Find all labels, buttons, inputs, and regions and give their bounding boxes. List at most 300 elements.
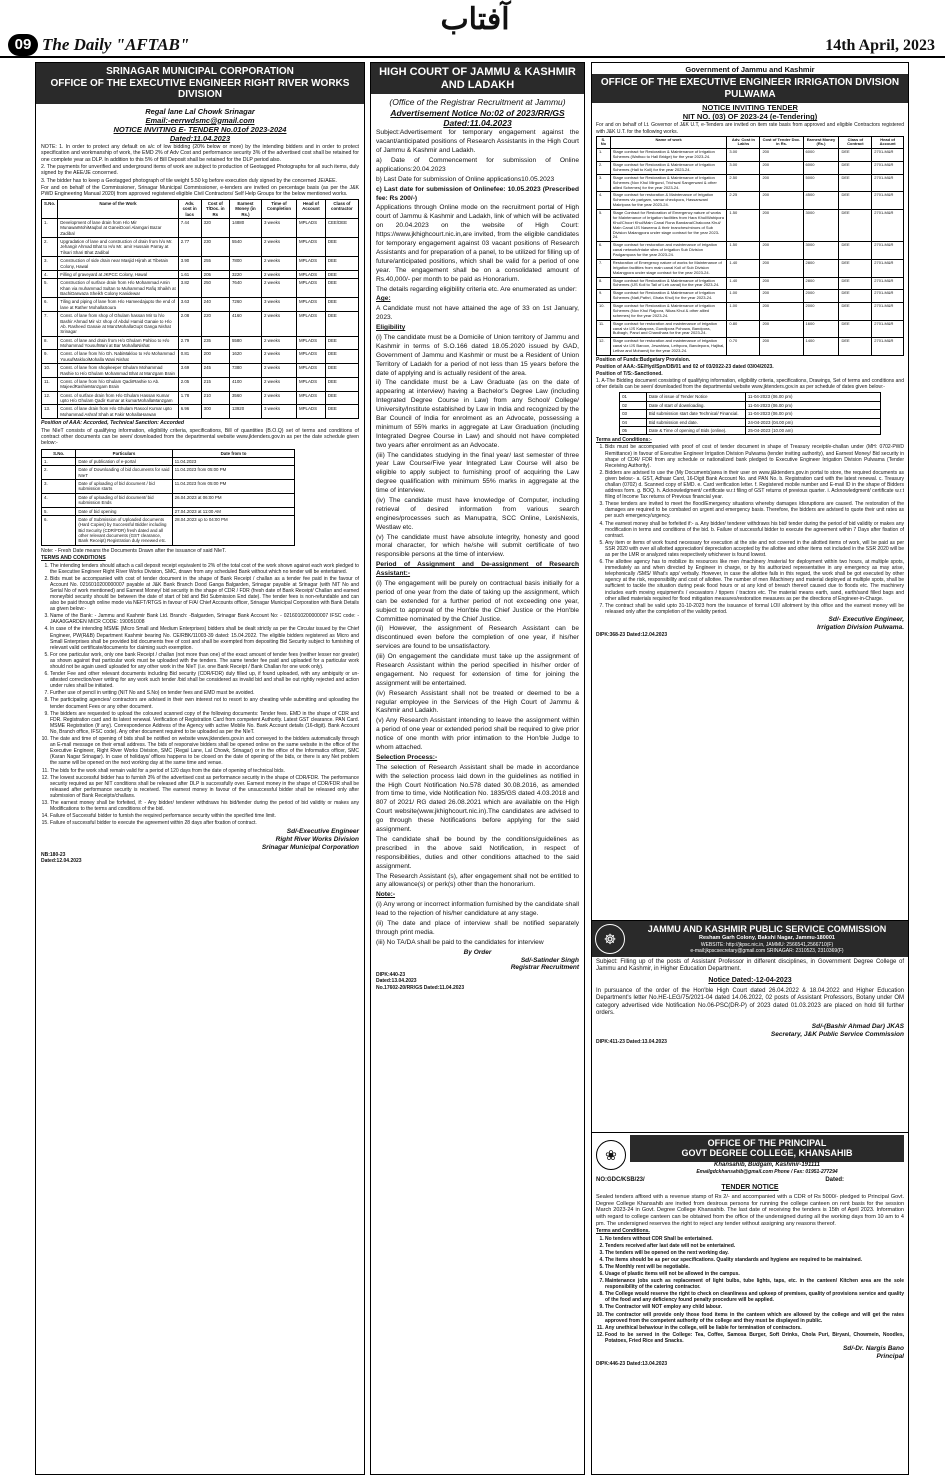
irr-table-cell: 1.50 (727, 242, 760, 260)
irr-table-row (597, 290, 904, 303)
irr-schedule-cell: 11-04-2023 (06.00 pm) (745, 393, 880, 401)
smc-table-cell: DEE (325, 350, 358, 364)
smc-table-cell: 2 weeks (261, 350, 296, 364)
smc-table-cell: Const. of lane drain from H/o Ghulam Rasool Kumar upto Mohammad Ashraf Shah at Fakir MohallaHarwan (58, 405, 178, 419)
smc-org: SRINAGAR MUNICIPAL CORPORATION (106, 66, 294, 77)
irr-signature (596, 616, 904, 632)
smc-schedule-cell: 11.04.2023 from 05:00 PM (172, 480, 295, 494)
smc-table-cell: 13920 (229, 405, 261, 419)
smc-table-cell: 230 (201, 238, 229, 257)
hc-age-title: Age: (376, 295, 391, 303)
gdc-terms-list (596, 1236, 904, 1345)
irr-schedule-row (620, 401, 881, 409)
smc-table-cell: Construction of side drain near Masjid Hijrah at Tibetain Colony, Hawal (58, 257, 178, 271)
smc-term-item: 6. Tender Fee and other relevant documents including Bid security (CDR/FDR) duly filled up, if found uploaded, with any ambiguity or un-attested correction/over writing for any work such tender /bid shall be considered as invalid bid and shall be out rightly rejected and action under rules shall be initiated. (50, 671, 359, 689)
smc-table-cell: 1.78 (178, 391, 201, 405)
hc-elig-3: (iii) The candidates studying in the final year/ last semester of three year Law Course/Five year Integrated Law Course will also be eligible to apply subject to furnishing proof of acquiring the Law degree qualification with minimum 55% marks in aggregate at the time of interview. (376, 451, 579, 495)
irr-table-cell: 2701-M&R (872, 259, 904, 277)
smc-table-cell: Const. of lane from h/o Ghulam QadirRashie to Ab. MajeedRashieManzgam Brain (58, 377, 178, 391)
irr-table-cell: 6. (597, 242, 611, 260)
jkpsc-sign-title: Secretary, J&K Public Service Commission (770, 1031, 904, 1039)
irr-schedule-cell: 02 (620, 401, 647, 409)
irr-table-cell: 3000 (803, 210, 839, 242)
smc-table-cell: 7800 (229, 257, 261, 271)
irr-table-header-col-5: Class of Contract (839, 136, 872, 149)
smc-note2: 2. The payments for unverified and underground items of work are subject to production of Geotagged Photographs for all such items, duly signed by the AEE/JE concerned. (41, 164, 359, 177)
irr-table-cell: 2701-M&R (872, 210, 904, 242)
smc-address: Regal lane Lal Chowk Srinagar (145, 106, 255, 116)
hc-dipk: DIPK:440-23 (376, 972, 406, 979)
smc-aaa: Position of AAA: Accorded, Technical Sanction: Accorded (41, 420, 185, 427)
irr-schedule-cell: Bid submission end date. (646, 418, 745, 426)
irrigation-notice (592, 63, 908, 921)
smc-table-cell: 255 (201, 257, 229, 271)
irr-table-cell: 1.50 (727, 210, 760, 242)
hc-elig-5: (v) The candidate must have absolute integrity, honesty and good moral character, for which he/she will submit certificate of two responsible persons at the time of interview. (376, 533, 579, 559)
irr-table-cell: Stage Contract for Restoration of Emergency nature of works for Maintenance of Irrigation facilities from Hara Khul/Wahipora Khul/Choori Khul/Main Canal Rona Bandana/Chakoora Khul/ Main Canal IJS Naseena & their branches/minors of Sub Division Malangpora under stage contract for the year 2023-24. (610, 210, 727, 242)
irr-table-cell: 2800 (803, 277, 839, 290)
irr-table-cell: Stage contract for restoration and maintenance of irrigation canal viz IJS Kakapora, Gundipora Pohowa, Bandpora, Bulbagh, Panzi and Chandhara for the year 2023-24. (610, 320, 727, 338)
gdc-signature (596, 1345, 904, 1361)
irr-table-cell: 2.25 (727, 192, 760, 210)
smc-schedule-cell: 6. (42, 515, 76, 545)
irr-table-cell: DEE (839, 259, 872, 277)
smc-table-cell: 3. (42, 257, 58, 271)
gdc-title-1: OFFICE OF THE PRINCIPAL (707, 1138, 827, 1148)
irr-table-cell: DEE (839, 149, 872, 162)
smc-table-cell: DEE (325, 279, 358, 298)
smc-table-cell: 3.90 (178, 257, 201, 271)
smc-nit: The NIeT consists of qualifying information, eligibility criteria, specifications, Bill of quantities (B.O.Q) set of terms and conditions of contract other documents can be seen/ downloaded from the departmental website www.jktenders.gov.in as per the date schedule given below:- (41, 427, 359, 447)
jkpsc-text: In pursuance of the order of the Hon'ble High Court dated 26.04.2022 & 18.04.2022 and Higher Education Department's letter No.HE-LEG/75/2021-04 dated 14.06.2022, 02 posts of Assistant Professors, Botany under OM category advertised vide Notification No.06-PSC(DR-P) of 2023 dated 01.03.2023 are placed on hold till further orders. (596, 988, 904, 1017)
irr-table-cell: Stage contract for restoration and maintenance of irrigation canal network/intake sites of Irrigation Sub Division Padgampora for the year 2023-24. (610, 242, 727, 260)
smc-table-cell: 2 weeks (261, 279, 296, 298)
smc-terms-title: TERMS AND CONDITIONS (41, 555, 106, 562)
page-number: 09 (8, 34, 38, 56)
smc-term-item: 3. Name of the Bank: - Jammu and Kashmir Bank Ltd. Branch: -Balgarden, Srinagar Bank Account No: - 0216010200000007 IFSC code: -JAKA0GARDEN MICR CODE: 190051008 (50, 613, 359, 625)
irr-table-cell: DEE (839, 290, 872, 303)
gdc-text: Sealed tenders affixed with a revenue stamp of Rs 2/- and accompanied with a CDR of Rs 5000/- pledged to Principal Govt. Degree College Khansahib are invited from desirous persons for running the college canteen on rent basis for the session March 2023-24 in Govt. Degree College Khansahib. The last date of receiving the tenders is 15th of April 2023. Information with regard to college canteen can be obtained from the office of the undersigned during all the working days from 10 am to 4 pm. The undersigned reserves the right to reject any tender without assigning any reasons thereof. (596, 1193, 904, 1227)
jkpsc-address: Resham Garh Colony, Bakshi Nagar, Jammu-180001 (699, 934, 835, 941)
smc-table-cell: MPLADS (296, 391, 325, 405)
smc-table-cell: MPLADS (296, 298, 325, 312)
smc-term-item: 14. Failure of Successful bidder to furnish the required performance security within the specified time limit. (50, 813, 359, 819)
smc-table-cell: Filling of graveyard at JKPCC Colony, Hawal (58, 270, 178, 278)
smc-term-item: 8. The participating agencies/ contractors are advised in their own interest not to resort to any cheating while submitting and uploading the tender document Fees or any other document. (50, 697, 359, 709)
hc-date-a: a) Date of Commencement for submission of Online applications:20.04.2023 (376, 157, 579, 173)
smc-schedule-row (42, 480, 295, 494)
irr-table-cell: 10. (597, 303, 611, 321)
gdc-ref-dated: Dated: (825, 1177, 844, 1184)
smc-office: OFFICE OF THE EXECUTIVE ENGINEER RIGHT RIVER WORKS DIVISION (50, 77, 350, 100)
irr-ts: Position of T/S:-Sanctioned. (596, 371, 663, 378)
smc-table-cell: 2.05 (178, 377, 201, 391)
irr-table-cell: 200 (760, 303, 803, 321)
smc-table-cell: 7380 (229, 364, 261, 378)
irr-table-cell: 9. (597, 290, 611, 303)
smc-table-cell: MPLADS (296, 377, 325, 391)
smc-table-cell: 235 (201, 336, 229, 350)
irr-table-cell: 4500 (803, 192, 839, 210)
irr-table-cell: 1.00 (727, 303, 760, 321)
irr-table-cell: 200 (760, 259, 803, 277)
irr-table-cell: 2701-M&R (872, 277, 904, 290)
irr-table-cell: 200 (760, 192, 803, 210)
smc-table-cell: DEE (325, 270, 358, 278)
irr-table-cell: DEE (839, 303, 872, 321)
irr-bid: 1. A-The Bidding document consisting of qualifying information, eligibility criteria, specifications, Drawings, Set of terms and conditions and other details can be seen/ downloaded from the departmental website www.jktenders.gov.in as per schedule of dates given below:- (596, 378, 904, 391)
smc-schedule-cell: Date of Downloading of bid documents for said NIeT (76, 466, 172, 480)
smc-schedule-cell: 4. (42, 493, 76, 507)
gdc-address: Khansahib, Budgam, Kashmir-191111 (713, 1161, 821, 1168)
smc-schedule-cell: 2. (42, 466, 76, 480)
irr-table-cell: Stage contract for Restoration & Maintenance of Irrigation Schemes (Hall to Koil) for the year 2023-24. (610, 162, 727, 175)
gdc-notice-title: TENDER NOTICE (721, 1184, 779, 1192)
smc-term-item: 10. The date and time of opening of bids shall be notified on website www.jktenders.gov.in and conveyed to the bidders automatically through an E-mail message on their email address. The bids of responsive bidders shall be opened online on the same website in the office of the Executive Engineer, Right River Works Division, SMC (Regal Lane, Lal Chowk, Srinagar) or in the office of the Informatics officer, SMC (Karan Nagar Srinagar). In case of holidays/ offices happens to be closed on the date of opening of the bids, or there is any Net problem the same will be opened on the next working day at the same time and venue. (50, 736, 359, 766)
irr-table-cell: 2.50 (727, 174, 760, 192)
hc-elig-1: (i) The candidate must be a Domicile of Union territory of Jammu and Kashmir in terms of S.O.166 dated 18.05.2020 issued by GAD, Government of Jammu and Kashmir or must be a Resident of Union Territory of Ladakh for a period of not less than 15 years before the date of applying and is actually resident of the area. (376, 333, 579, 377)
irr-table-cell: 200 (760, 210, 803, 242)
irr-table-cell: 2701-M&R (872, 338, 904, 356)
smc-table-cell: 250 (201, 279, 229, 298)
smc-term-item: 13. The earnest money shall be forfeited, if: - Any bidder/ tenderer withdraws his bid/tender during the period of bid validity or makes any Modifications to the terms and conditions of the bid. (50, 800, 359, 812)
smc-table-cell: 2.79 (178, 336, 201, 350)
smc-table-cell: MPLADS (296, 405, 325, 419)
irr-term-item: 1. Bids must be accompanied with proof of cost of tender document in shape of Treasury receipt/e-challan under (MH: 0702-PWD Remittance) in favour of Executive Engineer Irrigation Division Pulwama (tender inviting authority), and Earnest Money/ Bid security in shape of CDR/ FDR from any schedule or nationalized bank pledged to Executive Engineer Irrigation Division Pulwama (Tender Receiving Authority). (605, 444, 904, 468)
smc-table-cell: 215 (201, 377, 229, 391)
irr-table-row (597, 320, 904, 338)
irr-table-cell: 2. (597, 162, 611, 175)
irr-term-item: 5. Any item or items of work found necessary for execution at the site and not covered in the allotted items of work, will be paid as per SSR 2020 with over all allotted appreciation/ depreciation accepted by the allottee and other items not included in the SSR 2020 will be as per the LMR or analyzed rates respectively whichever is found lowest. (605, 540, 904, 558)
irr-table-cell: DEE (839, 210, 872, 242)
smc-table-cell: 3560 (229, 391, 261, 405)
gdc-term-item: 11. Any unethical behaviour in the college, will be liable for termination of contractors. (605, 1325, 904, 1331)
irr-sign-division: Irrigation Division Pulwama. (816, 623, 904, 631)
irr-table-cell: 2701-M&R (872, 162, 904, 175)
irr-schedule-cell: 11-04-2023 (06.00 pm) (745, 410, 880, 418)
smc-table-row (42, 364, 359, 378)
smc-table-row (42, 238, 359, 257)
smc-table-cell: DEE (325, 257, 358, 271)
smc-schedule-cell: Date of Submission of Uploaded documents (Hard Copies) by Successful Bidder including Bid Security (CDR/FDR) fresh dated and all other relevant documents (GST clearance, Bank Receipt) Registration duly renewed etc. (76, 515, 172, 545)
smc-table-cell: 13. (42, 405, 58, 419)
irr-table-cell: 3. (597, 174, 611, 192)
irr-table-row (597, 162, 904, 175)
gdc-ref (596, 1177, 904, 1184)
smc-terms-list (41, 563, 359, 827)
hc-elig-4: (iv) The candidate must have knowledge of Computer, including retrieval of desired information from various search engines/processes such as Manupatra, SCC Online, LexisNexis, Westlaw etc. (376, 496, 579, 531)
irr-table-cell: 2701-M&R (872, 242, 904, 260)
irr-table-cell: 7. (597, 259, 611, 277)
smc-table-cell: 2 weeks (261, 336, 296, 350)
smc-term-item: 7. Further use of pencil in writing (NIT No and S.No) on tender fees and EMD must be avoided. (50, 690, 359, 696)
smc-table-cell: Const. of lane from shopkeeper Ghulam Mohammad Rashie to H/o Ghulam Mohammad Bhat at Manzgam Brain (58, 364, 178, 378)
irr-table-cell: 1400 (803, 338, 839, 356)
gdc-term-item: 3. The tenders will be opened on the next working day. (605, 1250, 904, 1256)
irr-table-cell: 5. (597, 210, 611, 242)
irr-schedule-cell: 03 (620, 410, 647, 418)
irr-table-row (597, 210, 904, 242)
irr-table-cell: Restoration of Emergency nature of works for Maintenance of Irrigation facilities from main canal Koil of Sub Division Malangpora under stage contract for the year 2023-24. (610, 259, 727, 277)
hc-sign-title: Registrar Recruitment (510, 964, 579, 972)
smc-table-cell: Const. of surface drain from H/o Ghulam Hassan Kumar upto H/o Ghulam Qadir Kumar at kumarMohallaManzgam (58, 391, 178, 405)
irr-table-cell: 6000 (803, 149, 839, 162)
smc-table-cell: DEE (325, 405, 358, 419)
irr-table-row (597, 192, 904, 210)
irr-table-cell: 200 (760, 162, 803, 175)
smc-table-cell: 210 (201, 391, 229, 405)
irr-table-row (597, 303, 904, 321)
smc-table-cell: 2 weeks (261, 391, 296, 405)
irr-table-cell: 200 (760, 174, 803, 192)
irr-sign-title: Sd/- Executive Engineer, (828, 615, 904, 623)
irr-table-cell: 1. (597, 149, 611, 162)
smc-table-cell: 1620 (229, 350, 261, 364)
smc-table-cell: 3 weeks (261, 405, 296, 419)
smc-table-cell: MPLADS (296, 238, 325, 257)
smc-sign-title: Sd/-Executive Engineer (286, 828, 359, 836)
gdc-term-item: 10. The contractor will provide only those food items in the canteen which are allowed by the college and will get the rates approved from the competent authority of the college and they must be displayed in public. (605, 1312, 904, 1324)
emblem-icon: ☸ (595, 924, 625, 954)
irr-table-cell: 0.80 (727, 320, 760, 338)
smc-table-row (42, 298, 359, 312)
irr-schedule-cell: 25-04-2023 (10.00 am) (745, 426, 880, 434)
irr-schedule-cell: Date of issue of Tender Notice (646, 393, 745, 401)
irr-table-cell: 4. (597, 192, 611, 210)
irr-intro: For and on behalf of Lt. Governor of J&K U.T, e-Tenders are invited on item rate basis from approved and eligible Contractors registered with J&K U.T. for the following works. (596, 122, 904, 135)
hc-note-2: (ii) The date and place of interview shall be notified separately through print media. (376, 919, 579, 936)
issue-date: 14th April, 2023 (825, 37, 935, 54)
gdc-term-item: 4. The items should be as per our specifications. Quality standards and hygiene are required to be maintained. (605, 1257, 904, 1263)
hc-title: HIGH COURT OF JAMMU & KASHMIR AND LADAKH (371, 63, 584, 94)
irr-table-cell: DEE (839, 162, 872, 175)
smc-table-cell: 6.96 (178, 405, 201, 419)
smc-dated: Dated:11.04.2023 (169, 133, 231, 143)
jkpsc-title: JAMMU AND KASHMIR PUBLIC SERVICE COMMISSION (647, 924, 887, 934)
smc-table-row (42, 405, 359, 419)
irr-term-item: 2. Bidders are advised to use the (My Documents)area in their user on www.j&ktenders.gov.in portal to store, the required documents as given below:- a. GST, Adhaar Card, 16-Digit Bank Account No. and PAN No. b. Registration card with the latest renewal. c. Treasury challan (0702) d. Scanned copy of EMD. e. Card verification letter. f. Registered mobile number and E-mail ID in the shape of Bidders address form. g. BOQ. h. Acknowledgment/ certificate w.r.t filing of GST returns of previous quarter. i. Acknowledgment/ certificate w.r.t filing of Income Tax returns of Previous financial year. (605, 470, 904, 500)
smc-header (36, 63, 364, 104)
irr-table-cell: 200 (760, 290, 803, 303)
jkpsc-dipk: DIPK:411-23 Dated:13.04.2023 (596, 1039, 667, 1046)
hc-selection-2: The candidate shall be bound by the conditions/guidelines as prescribed in the above said Notification, in respect of responsibilities, duties and other conditions attached to the said assignment. (376, 835, 579, 870)
irr-table-cell: 1.40 (727, 259, 760, 277)
smc-table-cell: 1.61 (178, 270, 201, 278)
smc-table-cell: 0.81 (178, 350, 201, 364)
masthead (0, 0, 945, 58)
hc-selection-3: The Research Assistant (s), after engagement shall not be entitled to any allowance(s) or perk(s) other than the honorarium. (376, 872, 579, 889)
smc-table-cell: 12. (42, 391, 58, 405)
smc-table-cell: DEE (325, 312, 358, 337)
smc-term-item: 4. In case of the intending MSME (Micro Small and Medium Enterprises) bidders shall be dealt strictly as per the Circular issued by the Chief Engineer, PW(R&B) Department Kashmir bearing No. CE/RBK/11003-39 dated: 15.04.2022. The eligible bidders registered as Micro and Small Enterprises shall be provided bid documents free of cost and shall be exempted from depositing Bid Security subject to furnishing of relevant valid certificate/documents for claiming such exemption. (50, 626, 359, 650)
irr-gov: Government of Jammu and Kashmir (685, 65, 815, 74)
irr-table-cell: 3.00 (727, 149, 760, 162)
irr-table-header-col-2: Adv. Cost in Lakhs (727, 136, 760, 149)
smc-nb: NB:180-23 (41, 852, 66, 859)
smc-table-header-col-5: Time of Completion (261, 199, 296, 218)
gdc-term-item: 8. The College would reserve the right to check on cleanliness and upkeep of premises, quality of provisions service and quality of the food and any deficiency found penalty procedure will be applied. (605, 1291, 904, 1303)
irr-table-header-col-3: Cost of Tender Doc. in Rs. (760, 136, 803, 149)
smc-notice-title: NOTICE INVITING E- TENDER No.01of 2023-2024 (113, 124, 287, 134)
smc-table-cell: DEE (325, 238, 358, 257)
gdc-header (596, 1135, 904, 1175)
smc-table-cell: MPLADS (296, 257, 325, 271)
irr-table-cell: Stage contract for restoration and maintenance of irrigation canal viz IJS Baroon, Jewahiwa, Lethpora, Bandepora, Hajibal, Lethar and Mohanvij for the year 2023-24. (610, 338, 727, 356)
irr-schedule-row (620, 410, 881, 418)
smc-table-row (42, 391, 359, 405)
irr-table-cell: DEE (839, 338, 872, 356)
irr-table-header-col-0: S. No (597, 136, 611, 149)
hc-selection-title: Selection Process:- (376, 753, 438, 761)
irr-table-cell: Stage contract for Restoration & Maintenance of Irrigation Schemes (Nov Khul Rajpora, Nikas Khul & other allied schemes) for the year 2023-24. (610, 303, 727, 321)
smc-schedule-cell: Date of uploading of bid document / bid submission starts (76, 480, 172, 494)
irr-term-item: 3. These tenders are invited to meet the flood/Emergency situations whereby damages /disruptions are caused. The restoration of the damages are required to be combated on urgent and emergency basis. Therefore, the bidders are advised to quote their unit rates as per such emergency/urgency. (605, 501, 904, 519)
smc-signature (41, 828, 359, 852)
irr-table-cell: Stage contract for Restoration & Maintenance of Irrigation Schemes (Nov Khul Mirgund, Trichwal Sangerwani & other allied Schemes) for the year 2023-24. (610, 174, 727, 192)
gdc-notice (592, 1133, 908, 1474)
jkpsc-website: WEBSITE: http://jkpsc.nic.in, JAMMU: 2566541,2566710(F) (700, 941, 834, 948)
irr-table-cell: Stage contract for Restoration & Maintenance of Irrigation Schemes (IJS Koil to Tail of Leh canal) for the year 2023-24. (610, 277, 727, 290)
irr-table-cell: 2000 (803, 290, 839, 303)
irr-table-cell: 2701-M&R (872, 290, 904, 303)
hc-period-1: (i) The engagement will be purely on contractual basis initially for a period of one year from the date of taking up the assignment, which can be extended for a further period of not exceeding one year, subject to approval of the Hon'ble the Chief Justice or the Hon'ble Committee nominated by the Chief Justice. (376, 580, 579, 623)
irr-aaa: Position of AAA:-SE/Hyd/Spn/DB/01 and 02 of 03/2022-23 dated 03/04/2023. (596, 364, 774, 371)
irr-schedule-table (619, 392, 881, 435)
jkpsc-subject: Subject: Filling up of the posts of Assistant Professor in different disciplines, in Government Degree College of Jammu and Kashmir, in Higher Education Department. (596, 959, 904, 973)
irr-term-item: 6. The allottee agency has to mobilize its resources like men /machinery /material for deployment within two hours, at multiple spots, immediately as and when directed by Engineer in charge, or by his authorized representative in any emergency as may arise, telephonically /SMS/ What's app/ verbally. However, in case the allottee fails in this regard, the work shall be got executed by other agency at the risk, responsibility and cost of allottee. The number of men /Machinery and material deployed at multiple spots, shall be sufficient to tackle the situation during peak flood hours or at any kind of breach thereof caused due to floods etc. The machinery includes earth moving equipment's / excavators / tippers / tractors etc. The material means earth, sand, earth/sand filled bags and other allied materials required for flood mitigation measures/restoration measures as per the directions of Engineer-in-Charge. (605, 559, 904, 602)
smc-table-header-col-0: S.No. (42, 199, 58, 218)
smc-term-item: 2. Bids must be accompanied with cost of tender document in the shape of Bank Receipt / challan as a tender fee paid in the favour of Account No. 0216010200000007 payable at J&K Bank Branch Dood Ganga Balgarden, Srinagar payable at Srinagar (with NIT No and Serial No of work mentioned) and Earnest Money/ bid security in the shape of CDR / FDR (fresh date of Bank Receipt/ Challan and earned money/bid security should be between the date of start of bid and Bid Submission End date). The tender fees is non-refundable and can also be paid through online mode via NEFT/RTGS in favour of F/A/ Chief Accounts officer, Srinagar Municipal Corporation with Bank Details as given below:- (50, 576, 359, 613)
jkpsc-email: e-mail:jkpscsecretary@gmail.com SRINAGAR: 2310523, 2310369(F) (690, 947, 844, 954)
college-emblem-icon: ❀ (596, 1140, 626, 1170)
smc-table-cell: 7640 (229, 279, 261, 298)
hc-date-c: c) Last date for submission of Onlinefee: 10.05.2023 (Prescribed fee: Rs 200/-) (376, 185, 579, 202)
irr-table-cell: 5000 (803, 174, 839, 192)
smc-schedule-row (42, 493, 295, 507)
smc-schedule-row (42, 507, 295, 515)
smc-table-row (42, 377, 359, 391)
smc-table-cell: MPLADS (296, 364, 325, 378)
irr-table-row (597, 259, 904, 277)
smc-table-cell: 2 weeks (261, 270, 296, 278)
smc-table-cell: 2.08 (178, 312, 201, 337)
irr-table-row (597, 174, 904, 192)
smc-table-cell: MPLADS (296, 350, 325, 364)
smc-table-cell: DEE (325, 391, 358, 405)
hc-period-4: (iv) Research Assistant shall not be treated or deemed to be a regular employee in the Services of the High Court of Jammu & Kashmir and Ladakh. (376, 689, 579, 715)
smc-table-row (42, 350, 359, 364)
smc-table-cell: 10. (42, 364, 58, 378)
smc-sign-division: Right River Works Division (275, 836, 359, 844)
smc-table-cell: 5. (42, 279, 58, 298)
irr-table-cell: DEE (839, 174, 872, 192)
hc-adv-no: Advertisement Notice No:02 of 2023/RR/GS (390, 107, 565, 118)
gdc-term-item: 2. Tenders received after last date will not be entertained. (605, 1243, 904, 1249)
smc-term-item: 5. For one particular work, only one bank Receipt / challan (not more than one) of the exact amount of tender fees (neither lesser nor greater) as shown against that particular work must be uploaded with the tenders. The same tender fee paid and uploaded for a particular work should not be again used/ uploaded for any other work in the NIeT (i.e. one Bank Receipt / Bank Challan for one work only). (50, 652, 359, 670)
smc-table-cell: MPLADS (296, 218, 325, 237)
hc-elig-title: Eligibility (376, 324, 406, 332)
irr-funds: Position of Funds:Budgetary Provision. (596, 356, 691, 363)
hc-period-5: (v) Any Research Assistant intending to leave the assignment within a period of one year or extended period shall be required to give prior notice of one month with prior intimation to the Hon'ble Judge to whom attached. (376, 717, 579, 752)
irr-table-cell: 2701-M&R (872, 320, 904, 338)
irr-table-cell: Stage contract for Restoration & Maintenance of Irrigation Schemes (Wathoo to Hall Bridge) for the year 2023-24. (610, 149, 727, 162)
smc-schedule-table (41, 449, 295, 546)
smc-note3: 3. The bidder has to keep a Geotagged photograph of tile weight 5.50 kg before execution duly signed by the concerned JE/AEE. (41, 177, 338, 184)
smc-table-cell: 5580 (229, 336, 261, 350)
newspaper-name: The Daily "AFTAB" (42, 35, 190, 54)
smc-table-cell: Tiling and piping of lane from H/o Hameedajupto the end of lane at Rather MohallaSoura (58, 298, 178, 312)
smc-table-header-col-6: Head of Account (296, 199, 325, 218)
smc-table-cell: 245 (201, 364, 229, 378)
gdc-term-item: 1. No tenders without CDR Shall be entertained. (605, 1236, 904, 1242)
smc-table-cell: 2 weeks (261, 238, 296, 257)
smc-table-cell: 4100 (229, 377, 261, 391)
smc-table-cell: 2.77 (178, 238, 201, 257)
right-column (591, 62, 909, 1475)
smc-tender-notice (35, 62, 365, 1475)
irr-table-cell: 8. (597, 277, 611, 290)
smc-table-header-col-1: Name of the Work (58, 199, 178, 218)
smc-table-header-col-4: Earnest Money (in Rs.) (229, 199, 261, 218)
gdc-term-item: 5. The Monthly rent will be negotiable. (605, 1264, 904, 1270)
irr-table-row (597, 338, 904, 356)
irr-table-row (597, 149, 904, 162)
smc-table-cell: MPLADS (296, 336, 325, 350)
irr-table-cell: 2701-M&R (872, 174, 904, 192)
smc-table-cell: 2 weeks (261, 377, 296, 391)
hc-period-2: (ii) However, the assignment of Research Assistant can be discontinued even before the completion of one year, if his/her services are found to be unsatisfactory. (376, 625, 579, 651)
smc-table-cell: DEE (325, 377, 358, 391)
high-court-notice (370, 62, 585, 1475)
hc-subject: Subject:Advertisement for temporary engagement against the vacant/anticipated positions of Research Assistants in the High Court of Jammu & Kashmir and Ladakh. (376, 129, 579, 155)
irr-table-cell: 200 (760, 277, 803, 290)
irr-table-cell: 3.00 (727, 162, 760, 175)
irr-nit: NIT NO. (03) OF 2023-24 (e-Tendering) (682, 112, 818, 122)
smc-table-cell: 14880 (229, 218, 261, 237)
irr-schedule-cell: 05 (620, 426, 647, 434)
irr-table-cell: Stage contract for Restoration & Maintenance of Irrigation Schemes (Nati,Pathri, Ghata Khul) for the year 2023-24. (610, 290, 727, 303)
smc-schedule-row (42, 515, 295, 545)
smc-schedule-row (42, 457, 295, 465)
smc-schedule-header-col-1: Particulars (76, 449, 172, 457)
smc-schedule-row (42, 466, 295, 480)
smc-table-cell: 2. (42, 238, 58, 257)
smc-table-cell: DEE (325, 364, 358, 378)
jkpsc-signature (596, 1023, 904, 1039)
hc-period-title: Period of Assignment and De-assignment of Research Assistant:- (376, 561, 579, 578)
smc-table-cell: CEE/DEE (325, 218, 358, 237)
smc-note-fresh: Note: - Fresh Date means the Documents Drawn after the issuance of said NIeT. (41, 547, 227, 554)
smc-table-cell: 3.69 (178, 364, 201, 378)
gdc-sign-title: Principal (876, 1352, 904, 1360)
smc-schedule-cell: 27.04.2023 at 11:00 AM (172, 507, 295, 515)
smc-schedule-cell: 11.04.2023 (172, 457, 295, 465)
hc-by-order: By Order (463, 948, 492, 956)
gdc-term-item: 7. Maintenance jobs such as replacement of light bulbs, tube lights, taps, etc. in the canteen/ Kitchen area are the sole responsibility of the catering contractor. (605, 1278, 904, 1290)
irr-table-row (597, 242, 904, 260)
jkpsc-notice (592, 921, 908, 1133)
hc-period-3: (iii) On engagement the candidate must take up the assignment of Research Assistant within the period specified in his/her order of engagement. No request for extension of time for joining the assignment will be entertained. (376, 653, 579, 687)
smc-email: Email:-eerrwdsmc@gmail.com (145, 115, 255, 125)
gdc-term-item: 9. The Contractor will NOT employ any child labour. (605, 1304, 904, 1310)
newspaper-logo: آفتاب (440, 2, 510, 37)
smc-table-cell: Upgradation of lane and construction of drain from h/o Mr. Jehangir Ahmad Bhat to H/o Mr. amir Hussain Parray at Tilsari Shari Bhat Zadibal (58, 238, 178, 257)
hc-dated: Dated:11.04.2023 (443, 118, 512, 128)
gdc-sign-name: Sd/-Dr. Nargis Bano (842, 1345, 904, 1353)
hc-note-title: Note:- (376, 891, 396, 899)
hc-elig-2: ii) The candidate must be a Law Graduate (as on the date of appearing at interview) having a Bachelor's Degree Law (including Integrated Degree Course in Law) from any School/ College/ University/Institute established by Law in India and recognized by the Bar Council of India for enrolment as an Advocate, possessing a minimum of 55% marks in aggregate at Law Graduation (including Integrated Degree Course in Law) and should not have completed two years after enrolment as an Advocate. (376, 379, 579, 449)
hc-dipk-date: Dated:13.04.2023 (376, 978, 417, 985)
